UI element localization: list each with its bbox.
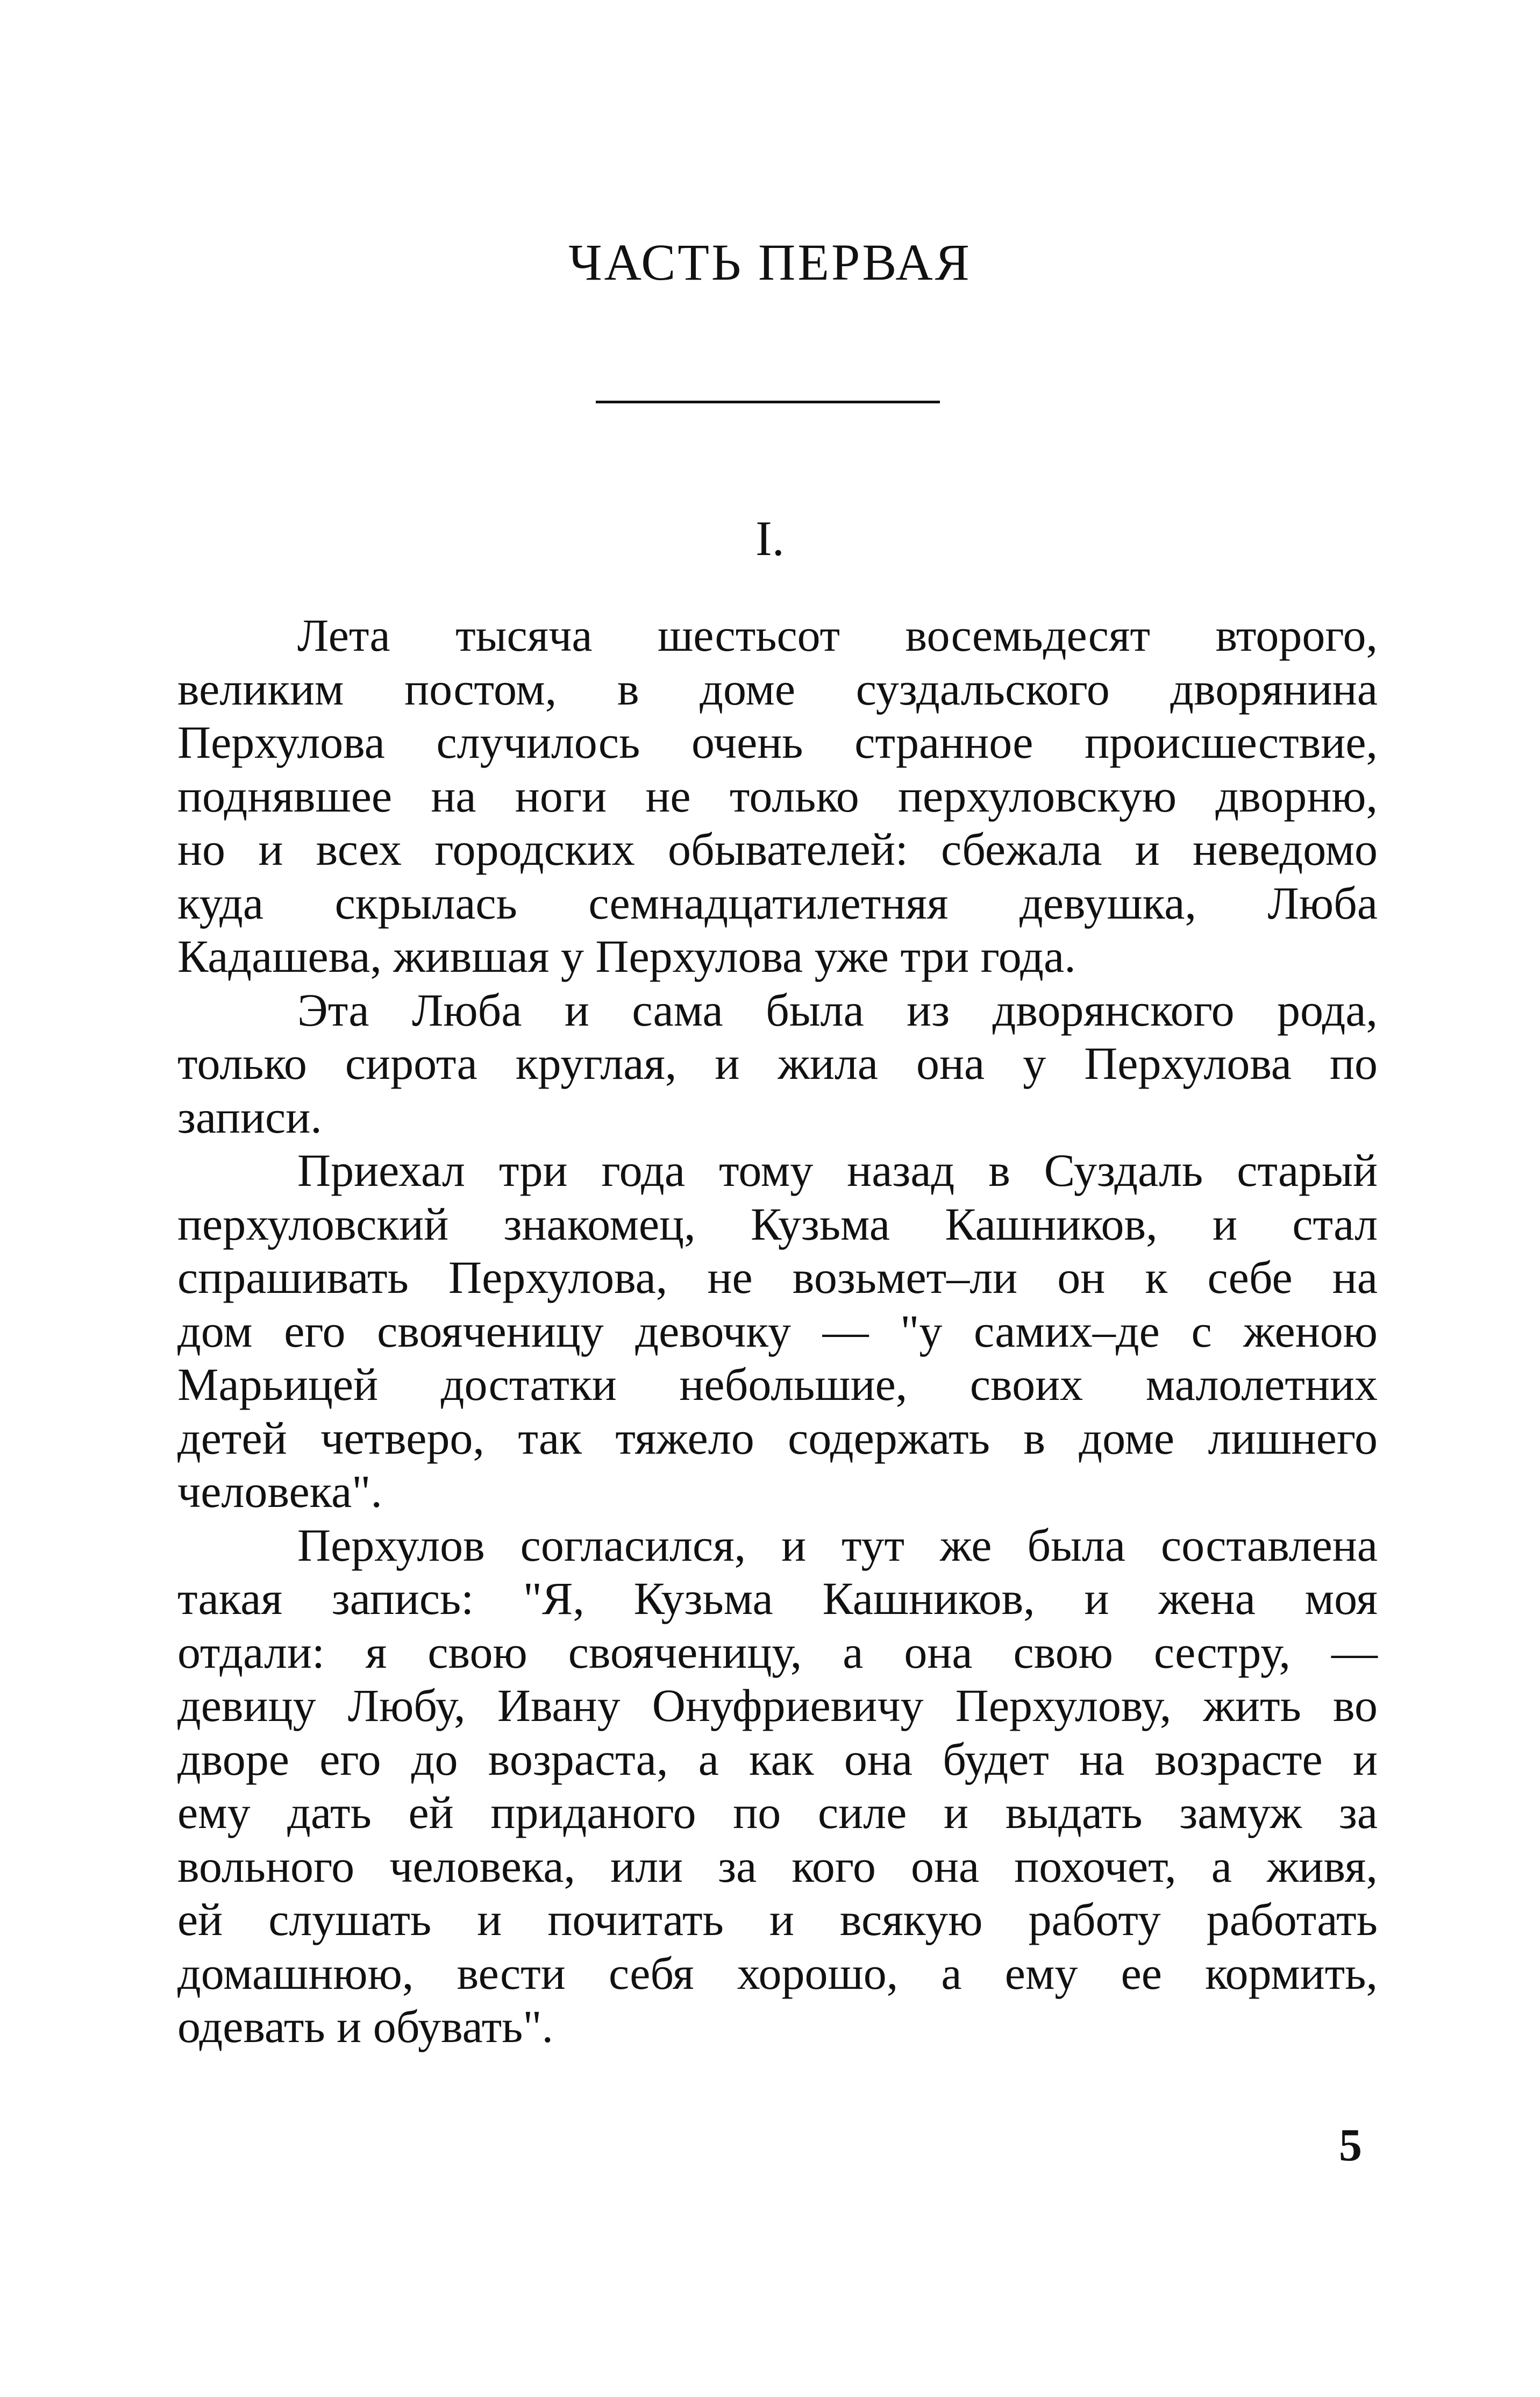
page-number: 5: [1339, 2119, 1362, 2171]
body-text: [177, 609, 1378, 2054]
part-title: ЧАСТЬ ПЕРВАЯ: [568, 233, 972, 291]
text-line: одевать и обувать".: [177, 2001, 554, 2052]
paragraph-1: [177, 609, 1378, 984]
text-line: ему дать ей приданого по силе и выдать замуж за: [177, 1787, 1378, 1838]
text-line: Перхулов согласился, и тут же была составлена: [297, 1519, 1378, 1571]
text-line: дом его свояченицу девочку — "у самих–де с женою: [177, 1305, 1378, 1357]
text-line: Лета тысяча шестьсот восемьдесят второго,: [297, 609, 1378, 661]
paragraph-3: [177, 1144, 1378, 1519]
text-line: человека".: [177, 1466, 382, 1517]
paragraph-4: [177, 1519, 1378, 2054]
text-line: перхуловский знакомец, Кузьма Кашников, и стал: [177, 1198, 1378, 1250]
text-line: записи.: [177, 1091, 322, 1143]
text-line: домашнюю, вести себя хорошо, а ему ее кормить,: [177, 1947, 1378, 1999]
text-line: вольного человека, или за кого она похочет, а живя,: [177, 1840, 1378, 1892]
paragraph-2: [177, 984, 1378, 1144]
text-line: Приехал три года тому назад в Суздаль старый: [297, 1144, 1378, 1196]
text-line: Марьицей достатки небольшие, своих малолетних: [177, 1358, 1378, 1410]
text-line: Кадашева, жившая у Перхулова уже три года.: [177, 930, 1076, 982]
text-line: Перхулова случилось очень странное происшествие,: [177, 716, 1378, 768]
text-line: поднявшее на ноги не только перхуловскую дворню,: [177, 770, 1378, 822]
text-line: спрашивать Перхулова, не возьмет–ли он к себе на: [177, 1251, 1378, 1303]
text-line: отдали: я свою свояченицу, а она свою сестру, —: [177, 1626, 1378, 1678]
text-line: Эта Люба и сама была из дворянского рода,: [297, 984, 1378, 1036]
text-line: дворе его до возраста, а как она будет на возрасте и: [177, 1733, 1378, 1785]
text-line: девицу Любу, Ивану Онуфриевичу Перхулову, жить во: [177, 1680, 1378, 1731]
title-divider: [596, 401, 940, 403]
chapter-number: I.: [755, 511, 785, 566]
text-line: но и всех городских обывателей: сбежала и неведомо: [177, 823, 1378, 875]
text-line: куда скрылась семнадцатилетняя девушка, Люба: [177, 877, 1378, 929]
text-line: великим постом, в доме суздальского дворянина: [177, 663, 1378, 715]
text-line: ей слушать и почитать и всякую работу работать: [177, 1894, 1378, 1945]
text-line: только сирота круглая, и жила она у Перхулова по: [177, 1037, 1378, 1089]
text-line: такая запись: "Я, Кузьма Кашников, и жена моя: [177, 1573, 1378, 1624]
text-line: детей четверо, так тяжело содержать в доме лишнего: [177, 1412, 1378, 1464]
